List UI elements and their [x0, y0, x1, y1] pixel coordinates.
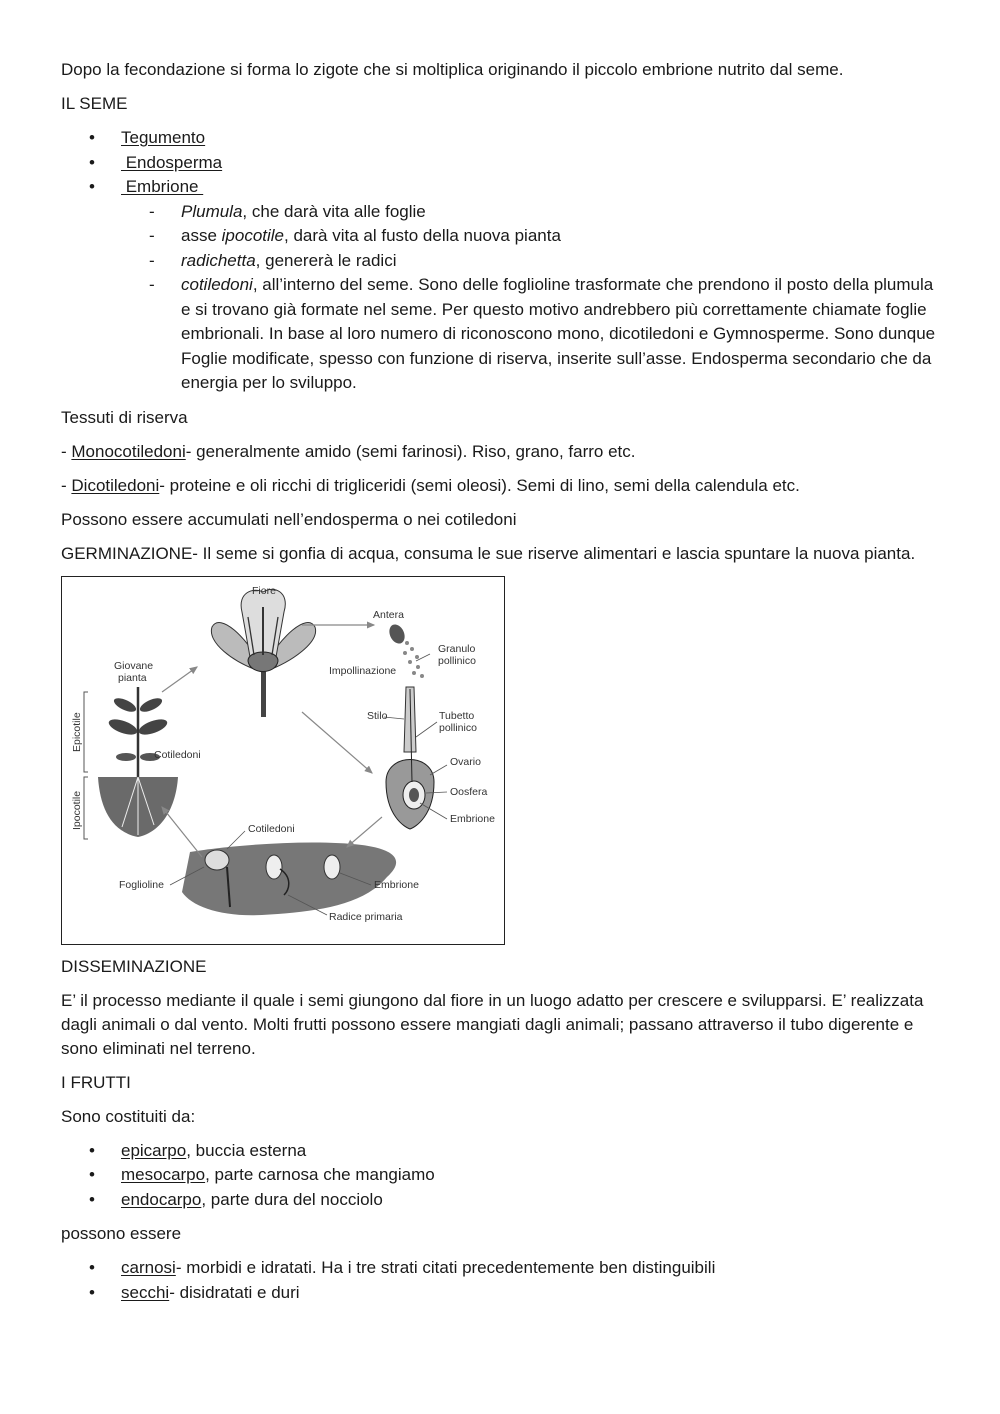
label-embrione-bottom: Embrione — [374, 878, 419, 891]
list-item — [121, 200, 941, 225]
germinazione-paragraph: GERMINAZIONE- Il seme si gonfia di acqua, consuma le sue riserve alimentari e lascia spuntare la nuova pianta. — [61, 543, 916, 563]
disseminazione-heading: DISSEMINAZIONE — [61, 956, 207, 976]
carnosi-term: carnosi — [121, 1258, 176, 1277]
frutti-types-intro: possono essere — [61, 1224, 182, 1243]
label-radice: Radice primaria — [329, 910, 403, 923]
list-item — [61, 1256, 941, 1281]
label-oosfera: Oosfera — [450, 785, 488, 798]
label-granulo-1: Granulo — [438, 642, 476, 655]
ipocotile-term: ipocotile — [221, 226, 285, 245]
young-plant-drawing — [84, 687, 178, 839]
embrione-term: Embrione — [121, 177, 204, 196]
di-term: Dicotiledoni — [71, 475, 160, 495]
intro-paragraph: Dopo la fecondazione si forma lo zigote che si moltiplica originando il piccolo embrione nutrito dal seme. — [61, 60, 844, 79]
label-granulo-2: pollinico — [438, 654, 476, 667]
list-item — [121, 249, 941, 274]
plant-lifecycle-figure — [61, 576, 505, 945]
label-tubetto-2: pollinico — [439, 721, 477, 734]
di-desc: - proteine e oli ricchi di trigliceridi (semi oleosi). Semi di lino, semi della calendula etc. — [159, 475, 800, 495]
flower-drawing — [211, 589, 315, 717]
frutti-heading: I FRUTTI — [61, 1072, 131, 1092]
mono-paragraph — [61, 440, 941, 464]
list-item — [61, 1163, 941, 1188]
pistil-drawing — [386, 687, 434, 829]
disseminazione-paragraph: E’ il processo mediante il quale i semi giungono dal fiore in un luogo adatto per crescere e svilupparsi. E’ realizzata dagli animali o dal vento. Molti frutti possono essere mangiati dagli animali; passano attraverso il tubo digerente e sono eliminati nel terreno. — [61, 990, 924, 1058]
seme-heading: IL SEME — [61, 94, 128, 113]
radichetta-term: radichetta — [181, 250, 256, 270]
carnosi-desc: - morbidi e idratati. Ha i tre strati citati precedentemente ben distinguibili — [175, 1258, 716, 1277]
list-item — [61, 1188, 941, 1213]
mesocarpo-term: mesocarpo — [121, 1165, 206, 1184]
dash: - — [61, 441, 72, 461]
list-item — [121, 273, 941, 396]
list-item — [61, 126, 941, 151]
list-item — [61, 1139, 941, 1164]
plumula-term: Plumula — [181, 201, 243, 221]
dash: - — [61, 475, 72, 495]
frutti-parts-list — [61, 1139, 941, 1213]
mono-term: Monocotiledoni — [71, 441, 186, 461]
seme-list — [61, 126, 941, 396]
frutti-intro: Sono costituiti da: — [61, 1106, 196, 1126]
di-paragraph — [61, 474, 941, 498]
label-ipocotile: Ipocotile — [71, 790, 83, 830]
plumula-desc: , che darà vita alle foglie — [242, 201, 426, 221]
epicarpo-term: epicarpo — [121, 1140, 187, 1160]
label-giovane-1: Giovane — [114, 659, 154, 672]
endosperma-term: Endosperma — [121, 152, 223, 172]
list-item — [61, 175, 941, 396]
embrione-sublist — [121, 200, 941, 396]
label-impollinazione: Impollinazione — [329, 664, 397, 677]
secchi-term: secchi — [121, 1282, 170, 1302]
label-cotiledoni-top: Cotiledoni — [154, 748, 201, 761]
label-tubetto-1: Tubetto — [439, 709, 475, 722]
cotiledoni-desc: , all’interno del seme. Sono delle foglioline trasformate che prendono il posto della plumula e si trovano già formate nel seme. Per questo motivo andrebbero più correttamente chiamate foglie embrionali. In base al loro numero di riconoscono mono, dicotiledoni e Gymnosperme. Sono dunque Foglie modificate, spesso con funzione di riserva, inserite sull’asse. Endosperma secondario che da energia per lo sviluppo. — [181, 275, 936, 392]
endocarpo-desc: , parte dura del nocciolo — [201, 1189, 383, 1209]
label-foglioline: Foglioline — [119, 878, 164, 891]
lifecycle-diagram — [62, 577, 504, 944]
epicarpo-desc: , buccia esterna — [186, 1140, 307, 1160]
label-stilo: Stilo — [367, 709, 388, 722]
tegumento-term: Tegumento — [121, 128, 206, 147]
label-embrione-right: Embrione — [450, 812, 495, 825]
label-giovane-2: pianta — [118, 671, 147, 684]
germination-drawing — [182, 842, 396, 915]
label-cotiledoni-bottom: Cotiledoni — [248, 822, 295, 835]
ipocotile-pre: asse — [181, 226, 222, 245]
list-item — [61, 151, 941, 176]
cotiledoni-term: cotiledoni — [181, 275, 253, 294]
label-epicotile: Epicotile — [71, 711, 83, 752]
secchi-desc: - disidratati e duri — [169, 1282, 300, 1302]
mesocarpo-desc: , parte carnosa che mangiamo — [205, 1165, 435, 1184]
label-fiore: Fiore — [252, 584, 276, 597]
frutti-types-list — [61, 1256, 941, 1305]
mono-desc: - generalmente amido (semi farinosi). Riso, grano, farro etc. — [185, 441, 636, 461]
list-item — [61, 1281, 941, 1306]
label-antera: Antera — [373, 608, 404, 621]
list-item — [121, 224, 941, 249]
tessuti-heading: Tessuti di riserva — [61, 407, 188, 427]
document-page — [61, 58, 941, 1315]
radichetta-desc: , genererà le radici — [255, 250, 397, 270]
ipocotile-desc: , darà vita al fusto della nuova pianta — [284, 226, 561, 245]
endocarpo-term: endocarpo — [121, 1189, 202, 1209]
label-ovario: Ovario — [450, 755, 481, 768]
tessuti-note: Possono essere accumulati nell’endosperma o nei cotiledoni — [61, 509, 517, 529]
